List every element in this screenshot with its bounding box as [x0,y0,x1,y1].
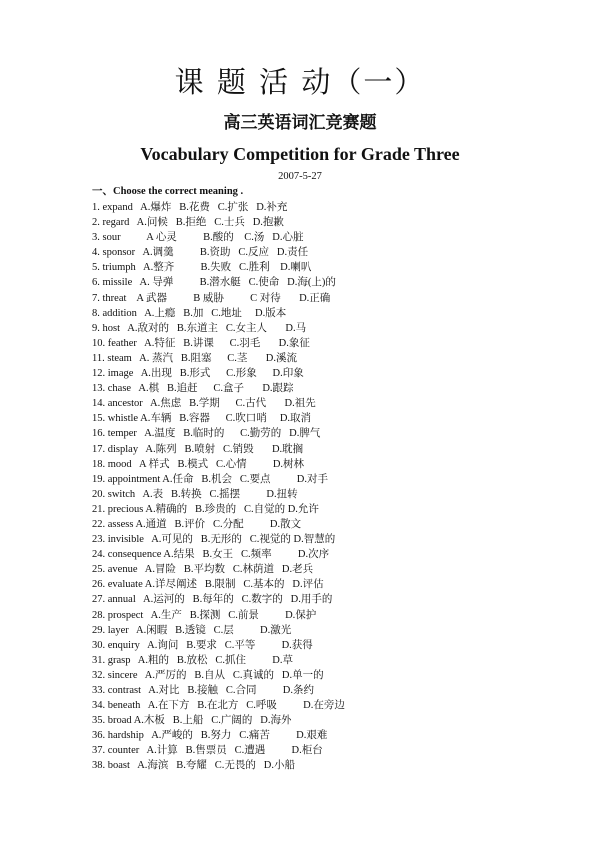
document-date: 2007-5-27 [278,171,322,182]
question-item: 7. threat A 武器 B 威胁 C 对待 D.正确 [92,292,331,304]
question-item: 14. ancestor A.焦虑 B.学期 C.古代 D.祖先 [92,398,316,410]
question-item: 10. feather A.特征 B.讲课 C.羽毛 D.象征 [92,337,310,349]
question-item: 23. invisible A.可见的 B.无形的 C.视觉的 D.智慧的 [92,534,336,546]
question-item: 1. expand A.爆炸 B.花费 C.扩张 D.补充 [92,202,288,213]
question-item: 28. prospect A.生产 B.探测 C.前景 D.保护 [92,609,317,621]
question-item: 37. counter A.计算 B.售票员 C.遭遇 D.柜台 [92,745,323,757]
question-item: 26. evaluate A.详尽阐述 B.限制 C.基本的 D.评估 [92,579,324,591]
question-item: 11. steam A. 蒸汽 B.阻塞 C.茎 D.溪流 [92,352,297,364]
question-item: 12. image A.出现 B.形式 C.形象 D.印象 [92,368,304,380]
question-item: 9. host A.敌对的 B.东道主 C.女主人 D.马 [92,322,307,334]
question-item: 8. addition A.上瘾 B.加 C.地址 D.版本 [92,307,287,319]
question-item: 13. chase A.棋 B.追赶 C.盒子 D.跟踪 [92,383,294,395]
question-item: 31. grasp A.粗的 B.放松 C.抓住 D.草 [92,654,293,666]
document-subtitle: 高三英语词汇竞赛题 [223,113,377,133]
section-heading: 一、Choose the correct meaning . [92,186,244,197]
question-item: 15. whistle A.车辆 B.容器 C.吹口哨 D.取消 [92,413,312,425]
question-item: 4. sponsor A.调羹 B.资助 C.反应 D.责任 [92,247,309,259]
question-item: 6. missile A. 导弹 B.潜水艇 C.使命 D.海(上)的 [92,277,336,289]
question-item: 30. enquiry A.询问 B.要求 C.平等 D.获得 [92,639,313,651]
document-title: 课 题 活 动（一） [174,65,426,99]
question-item: 25. avenue A.冒险 B.平均数 C.林荫道 D.老兵 [92,564,314,576]
question-item: 29. layer A.闲暇 B.透镜 C.层 D.激光 [92,624,292,636]
question-item: 19. appointment A.任命 B.机会 C.要点 D.对手 [92,473,328,485]
question-item: 17. display A.陈列 B.喷射 C.销毁 D.耽搁 [92,443,304,455]
question-item: 21. precious A.精确的 B.珍贵的 C.自觉的 D.允许 [92,503,319,515]
question-item: 34. beneath A.在下方 B.在北方 C.呼吸 D.在旁边 [92,700,345,712]
question-item: 33. contrast A.对比 B.接触 C.合同 D.条约 [92,685,314,696]
question-item: 18. mood A 样式 B.模式 C.心情 D.树林 [92,458,305,470]
question-item: 35. broad A.木板 B.上船 C.广阔的 D.海外 [92,715,292,727]
question-item: 2. regard A.问候 B.拒绝 C.士兵 D.抱歉 [92,217,284,229]
question-item: 3. sour A 心灵 B.酸的 C.汤 D.心脏 [92,232,304,244]
question-item: 38. boast A.海滨 B.夸耀 C.无畏的 D.小船 [92,760,296,772]
question-item: 16. temper A.温度 B.临时的 C.勤劳的 D.脾气 [92,428,321,440]
question-item: 20. switch A.表 B.转换 C.摇摆 D.扭转 [92,488,298,500]
english-title: Vocabulary Competition for Grade Three [140,144,460,164]
question-item: 22. assess A.通道 B.评价 C.分配 D.散文 [92,518,302,530]
question-item: 27. annual A.运河的 B.每年的 C.数字的 D.用手的 [92,594,333,606]
question-list [92,200,512,774]
question-item: 5. triumph A.整齐 B.失败 C.胜利 D.喇叭 [92,262,312,274]
question-item: 32. sincere A.严厉的 B.自从 C.真诚的 D.单一的 [92,669,324,681]
question-item: 24. consequence A.结果 B.女王 C.频率 D.次序 [92,549,330,561]
question-item: 36. hardship A.严峻的 B.努力 C.痛苦 D.艰难 [92,730,328,742]
